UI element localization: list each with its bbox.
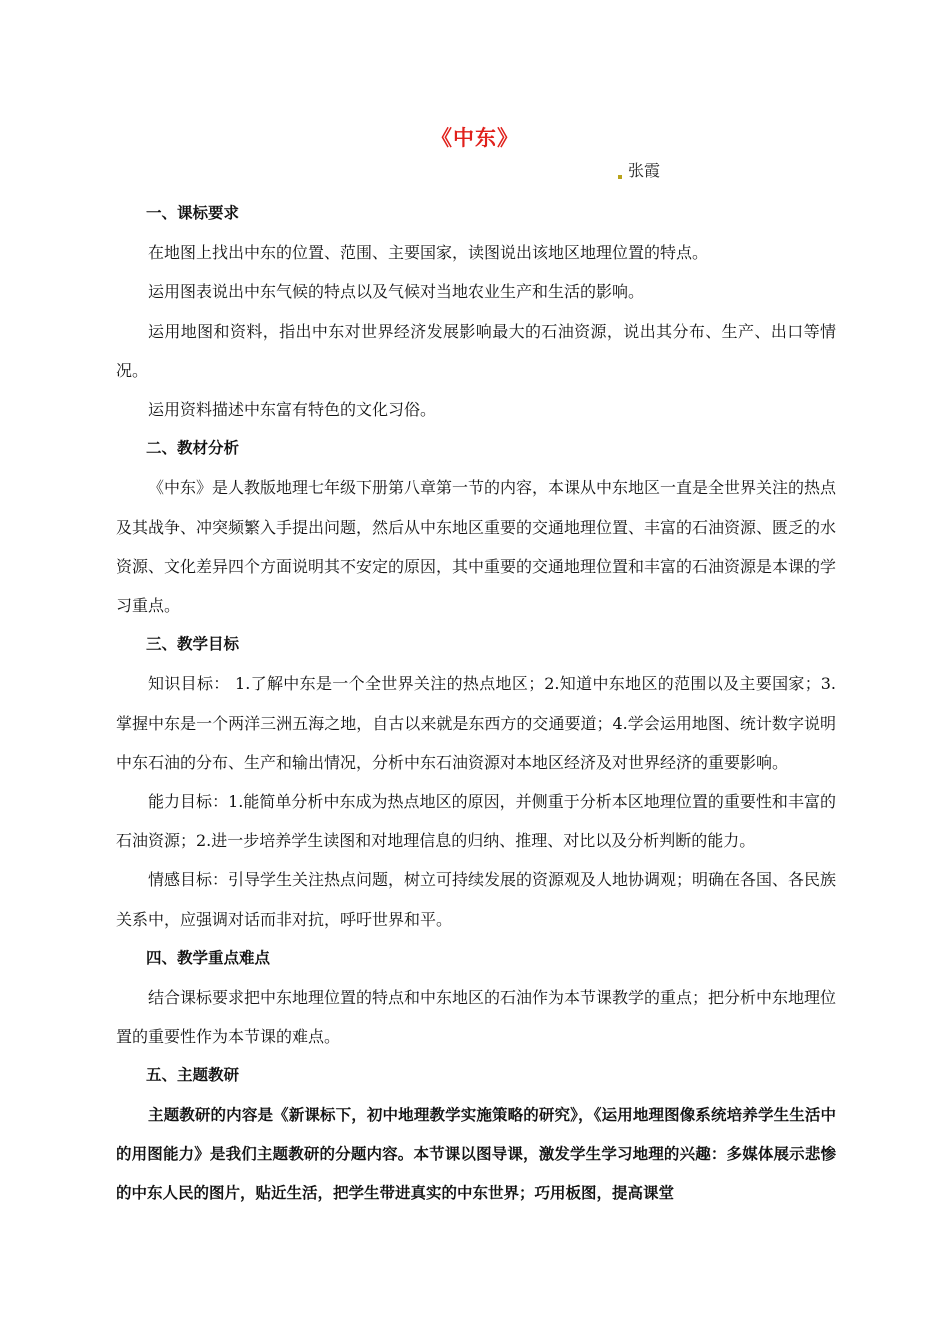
section-paragraph: 《中东》是人教版地理七年级下册第八章第一节的内容，本课从中东地区一直是全世界关注的热点及其战争、冲突频繁入手提出问题，然后从中东地区重要的交通地理位置、丰富的石油资源、匮乏的水资源、文化差异四个方面说明其不安定的原因，其中重要的交通地理位置和丰富的石油资源是本课的学习重点。 bbox=[116, 478, 837, 616]
section-heading: 一、课标要求 bbox=[146, 204, 240, 222]
section-paragraph: 情感目标：引导学生关注热点问题，树立可持续发展的资源观及人地协调观；明确在各国、各民族关系中，应强调对话而非对抗，呼吁世界和平。 bbox=[116, 870, 837, 929]
section-paragraph: 主题教研的内容是《新课标下，初中地理教学实施策略的研究》，《运用地理图像系统培养学生生活中的用图能力》是我们主题教研的分题内容。本节课以图导课，激发学生学习地理的兴趣：多媒体展示悲惨的中东人民的图片，贴近生活，把学生带进真实的中东世界；巧用板图，提高课堂 bbox=[116, 1105, 836, 1203]
section-heading: 二、教材分析 bbox=[146, 439, 240, 458]
section-paragraph: 运用资料描述中东富有特色的文化习俗。 bbox=[148, 400, 437, 420]
section-heading: 三、教学目标 bbox=[146, 635, 240, 654]
document-body bbox=[116, 194, 836, 1213]
bullet-dot-icon bbox=[618, 175, 622, 179]
author-name: 张霞 bbox=[628, 161, 661, 180]
document-author bbox=[618, 158, 660, 181]
section-paragraph: 运用图表说出中东气候的特点以及气候对当地农业生产和生活的影响。 bbox=[148, 282, 645, 302]
section-heading: 四、教学重点难点 bbox=[146, 948, 271, 967]
section-paragraph: 能力目标：1.能简单分析中东成为热点地区的原因，并侧重于分析本区地理位置的重要性和丰富的石油资源；2.进一步培养学生读图和对地理信息的归纳、推理、对比以及分析判断的能力。 bbox=[116, 792, 836, 851]
section-paragraph: 运用地图和资料，指出中东对世界经济发展影响最大的石油资源，说出其分布、生产、出口等情况。 bbox=[116, 321, 836, 380]
document-title: 《中东》 bbox=[431, 125, 519, 150]
section-paragraph: 知识目标： 1.了解中东是一个全世界关注的热点地区；2.知道中东地区的范围以及主要国家；3.掌握中东是一个两洋三洲五海之地，自古以来就是东西方的交通要道；4.学会运用地图、统计数字说明中东石油的分布、生产和输出情况，分析中东石油资源对本地区经济及对世界经济的重要影响。 bbox=[116, 674, 836, 772]
section-heading: 五、主题教研 bbox=[146, 1066, 240, 1085]
section-paragraph: 结合课标要求把中东地理位置的特点和中东地区的石油作为本节课教学的重点；把分析中东地理位置的重要性作为本节课的难点。 bbox=[116, 988, 837, 1047]
section-paragraph: 在地图上找出中东的位置、范围、主要国家，读图说出该地区地理位置的特点。 bbox=[148, 243, 709, 263]
